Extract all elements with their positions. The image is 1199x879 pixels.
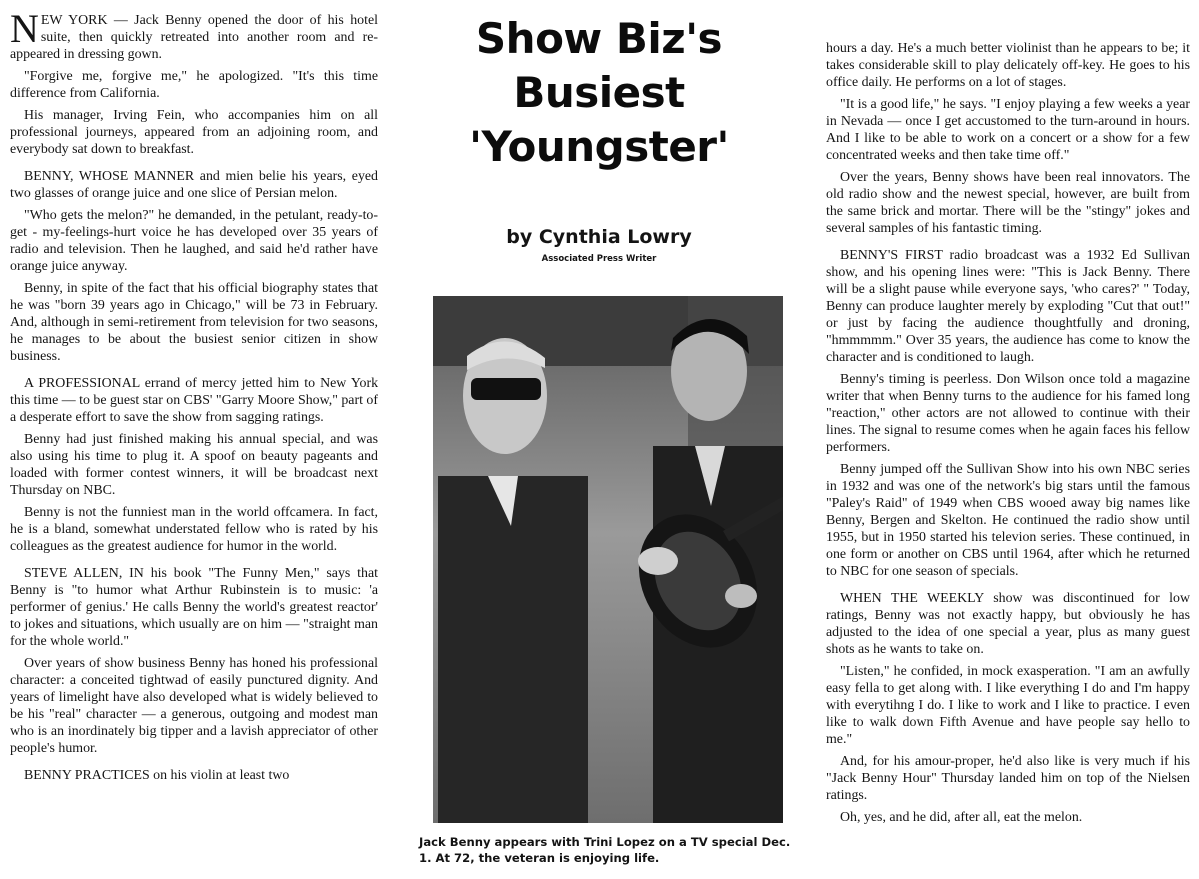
right-column [826, 40, 1190, 831]
paragraph-text: show was discontinued for low ratings, Benny was not exactly happy, but obviously he has adjusted to the idea of one special a year, plus as many guest shots as he wants to take on. [826, 591, 1191, 657]
paragraph-text: EW YORK — Jack Benny opened the door of his hotel suite, then quickly retreated into another room and re-appeared in dressing gown. [10, 13, 378, 62]
drop-cap: N [10, 6, 39, 51]
paragraph: Benny is not the funniest man in the world offcamera. In fact, he is a bland, somewhat understated fellow who is rated by his colleagues as the greatest audience for humor in the world. [10, 505, 378, 554]
headline-line: Busiest [513, 68, 685, 117]
paragraph [10, 565, 378, 650]
paragraph [826, 590, 1190, 658]
paragraph: "Forgive me, forgive me," he apologized. "It's this time difference from California. [10, 69, 378, 101]
byline: by Cynthia Lowry [506, 226, 692, 248]
section-lead: BENNY'S FIRST [840, 248, 943, 263]
left-column [10, 6, 379, 789]
paragraph [10, 375, 378, 426]
paragraph-text: errand of mercy jetted him to New York this time — to be guest star on CBS' "Garry Moore Show," part of a desperate effort to save the show from sagging ratings. [10, 376, 379, 425]
paragraph [10, 168, 378, 202]
headline-line: 'Youngster' [469, 122, 729, 171]
paragraph [10, 6, 378, 63]
paragraph-text: radio broadcast was a 1932 Ed Sullivan show, and his opening lines were: "This is Jack Benny. There will be a slight pause while everyone says, 'who cares?' " Today, Benny can produce laughter merely by exploding "Cut that out!" or just by facing the audience thoughtfully and droning, "hmmmmm." Over 35 years, the audience has come to know the character and is conditioned to laugh. [826, 248, 1190, 365]
paragraph: Benny, in spite of the fact that his official biography states that he was "born 39 years ago in Chicago," will be 73 in February. And, although in semi-retirement from television for two seasons, he manages to be about the busiest senior citizen in show business. [10, 281, 378, 364]
paragraph: Over years of show business Benny has honed his professional character: a conceited tightwad of easily punctured dignity. And years of limelight have also developed what is widely believed to be his "real" character — a generous, outgoing and modest man who is an inordinately big tipper and a lavish appreciator of other people's humor. [10, 656, 378, 756]
paragraph: Over the years, Benny shows have been real innovators. The old radio show and the newest special, however, are built from the same brick and mortar. There will be the "stingy" jokes and several samples of his fantastic timing. [826, 170, 1190, 236]
section-lead: BENNY, WHOSE MANNER [24, 169, 195, 184]
headline [403, 12, 795, 174]
paragraph-text: and mien belie his years, eyed two glasses of orange juice and one slice of Persian melon. [10, 169, 378, 201]
paragraph: "It is a good life," he says. "I enjoy playing a few weeks a year in Nevada — once I get accustomed to the turn-around in hours. And I like to be able to work on a concert or a show for a few concentrated weeks and then take time off." [826, 97, 1190, 163]
photo-caption: Jack Benny appears with Trini Lopez on a TV special Dec. 1. At 72, the veteran is enjoying life. [419, 835, 791, 865]
paragraph: Benny jumped off the Sullivan Show into his own NBC series in 1932 and was one of the network's big stars until the famous "Paley's Raid" of 1949 when CBS wooed away big names like Benny, Bergen and Skelton. He continued the radio show until 1955, but in 1950 started his televion series. These continued, in one form or another on CBS until 1964, after which he returned to NBC for one season of specials. [826, 462, 1190, 579]
paragraph-text: on his violin at least two [149, 768, 290, 783]
paragraph: Benny's timing is peerless. Don Wilson once told a magazine writer that when Benny turns to the audience for his famed long "reaction," other actors are not allowed to continue with their lines. The signal to resume comes when he again faces his fellow performers. [826, 372, 1190, 455]
section-lead: WHEN THE WEEKLY [840, 591, 984, 606]
section-lead: STEVE ALLEN, IN [24, 566, 144, 581]
paragraph-text: his book "The Funny Men," says that Benny is "to humor what Arthur Rubinstein is to music: 'a performer of genius.' He calls Benny the world's greatest reactor' to jokes and situations, which usually are on him — "straight man for the whole world." [10, 566, 378, 649]
section-lead: BENNY PRACTICES [24, 768, 150, 783]
paragraph: hours a day. He's a much better violinist than he appears to be; it takes considerable skill to play delicately off-key. He goes to his office daily. He performs on a lot of stages. [826, 41, 1190, 90]
paragraph: Benny had just finished making his annual special, and was also using his time to plug it. A spoof on beauty pageants and loaded with former contest winners, it will be broadcast next Thursday on NBC. [10, 432, 378, 498]
paragraph: Oh, yes, and he did, after all, eat the melon. [840, 810, 1083, 825]
paragraph: "Listen," he confided, in mock exasperation. "I am an awfully easy fella to get along with. I like everything I do and I'm happy with everytihng I do. I like to work and I like to practice. I even like to walk down Fifth Avenue and have people say hello to me." [826, 664, 1190, 747]
paragraph: "Who gets the melon?" he demanded, in the petulant, ready-to-get - my-feelings-hurt voice he has developed over 35 years of radio and television. Then he laughed, and said he'd rather have orange juice anyway. [10, 208, 378, 274]
byline-credit: Associated Press Writer [541, 254, 657, 264]
section-lead: A PROFESSIONAL [24, 376, 140, 391]
paragraph [826, 247, 1190, 366]
headline-line: Show Biz's [475, 14, 723, 63]
paragraph: His manager, Irving Fein, who accompanies him on all professional journeys, appeared from an adjoining room, and everybody sat down to breakfast. [10, 108, 378, 157]
photo-illustration [433, 296, 783, 823]
paragraph [10, 767, 378, 784]
center-column [403, 0, 795, 865]
news-photo [433, 296, 783, 823]
paragraph: And, for his amour-proper, he'd also like is very much if his "Jack Benny Hour" Thursday landed him on top of the Nielsen ratings. [826, 754, 1190, 803]
